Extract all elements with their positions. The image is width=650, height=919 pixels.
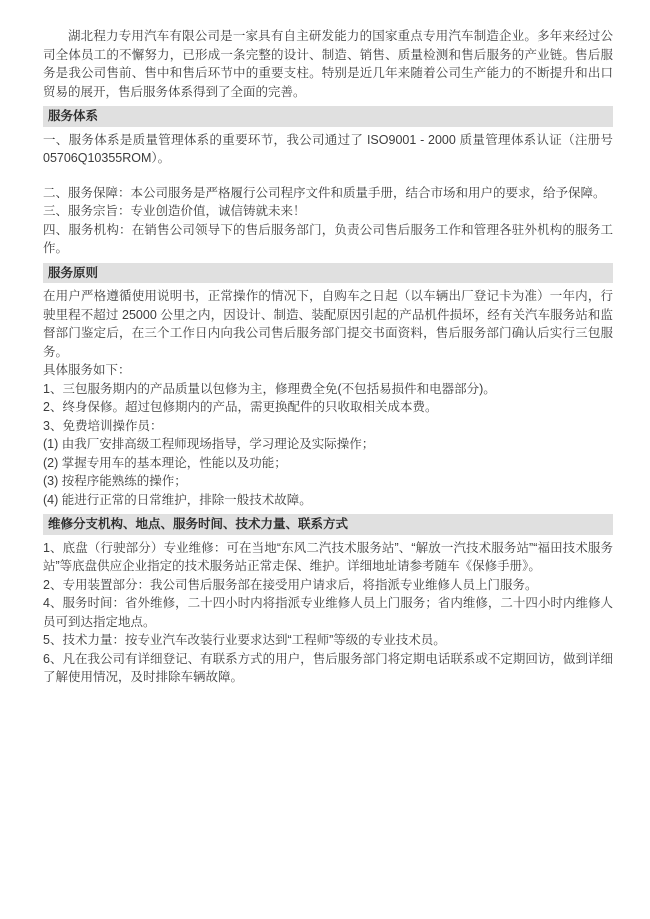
training-subitem-3: (3) 按程序能熟练的操作； <box>43 474 187 488</box>
service-principles-paragraph: 在用户严格遵循使用说明书，正常操作的情况下，自购车之日起（以车辆出厂登记卡为准）一年内，行驶里程不超过 25000 公里之内，因设计、制造、装配原因引起的产品机件损坏，经有关汽车服务站和监督部门鉴定后，在三个工作日内向我公司售后服务部门提交书面资料，售后服务部门确认后实行三包服务。 <box>43 289 613 359</box>
section-header-repair-branches: 维修分支机构、地点、服务时间、技术力量、联系方式 <box>43 514 613 535</box>
training-subitem-1: (1) 由我厂安排高级工程师现场指导，学习理论及实际操作； <box>43 437 375 451</box>
service-principles-item-1: 1、三包服务期内的产品质量以包修为主，修理费全免(不包括易损件和电器部分)。 <box>43 381 496 396</box>
repair-item-2: 2、专用装置部分：我公司售后服务部在接受用户请求后，将指派专业维修人员上门服务。 <box>43 577 538 592</box>
service-system-item-3: 三、服务宗旨：专业创造价值，诚信铸就未来！ <box>43 204 306 218</box>
repair-item-5: 5、技术力量：按专业汽车改装行业要求达到“工程师”等级的专业技术员。 <box>43 633 446 647</box>
service-system-item-1: 一、服务体系是质量管理体系的重要环节，我公司通过了 ISO9001 - 2000 质量管理体系认证（注册号 05706Q10355ROM）。 <box>43 132 613 165</box>
service-principles-item-3: 3、免费培训操作员： <box>43 418 163 433</box>
training-subitem-2: (2) 掌握专用车的基本理论，性能以及功能； <box>43 455 287 470</box>
repair-item-6: 6、凡在我公司有详细登记、有联系方式的用户，售后服务部门将定期电话联系或不定期回访，做到详细了解使用情况，及时排除车辆故障。 <box>43 651 613 684</box>
intro-paragraph: 湖北程力专用汽车有限公司是一家具有自主研发能力的国家重点专用汽车制造企业。多年来经过公司全体员工的不懈努力，已形成一条完整的设计、制造、销售、质量检测和售后服务的产业链。售后服务是我公司售前、售中和售后环节中的重要支柱。特别是近几年来随着公司生产能力的不断提升和出口贸易的展开，售后服务体系得到了全面的完善。 <box>43 29 613 99</box>
service-system-item-4: 四、服务机构：在销售公司领导下的售后服务部门，负责公司售后服务工作和管理各驻外机构的服务工作。 <box>43 222 613 255</box>
service-system-item-2: 二、服务保障：本公司服务是严格履行公司程序文件和质量手册，结合市场和用户的要求，给予保障。 <box>43 185 606 200</box>
service-principles-subtitle: 具体服务如下： <box>43 363 131 377</box>
section-header-service-principles: 服务原则 <box>43 263 613 284</box>
repair-item-4: 4、服务时间：省外维修，二十四小时内将指派专业维修人员上门服务；省内维修，二十四小时内维修人员可到达指定地点。 <box>43 596 613 629</box>
repair-item-1: 1、底盘（行驶部分）专业维修：可在当地“东风二汽技术服务站”、“解放一汽技术服务站”“福田技术服务站”等底盘供应企业指定的技术服务站正常走保、维护。详细地址请参考随车《保修手册》。 <box>43 540 613 573</box>
section-header-service-system: 服务体系 <box>43 106 613 127</box>
training-subitem-4: (4) 能进行正常的日常维护，排除一般技术故障。 <box>43 492 312 507</box>
service-principles-item-2: 2、终身保修。超过包修期内的产品，需更换配件的只收取相关成本费。 <box>43 400 438 414</box>
